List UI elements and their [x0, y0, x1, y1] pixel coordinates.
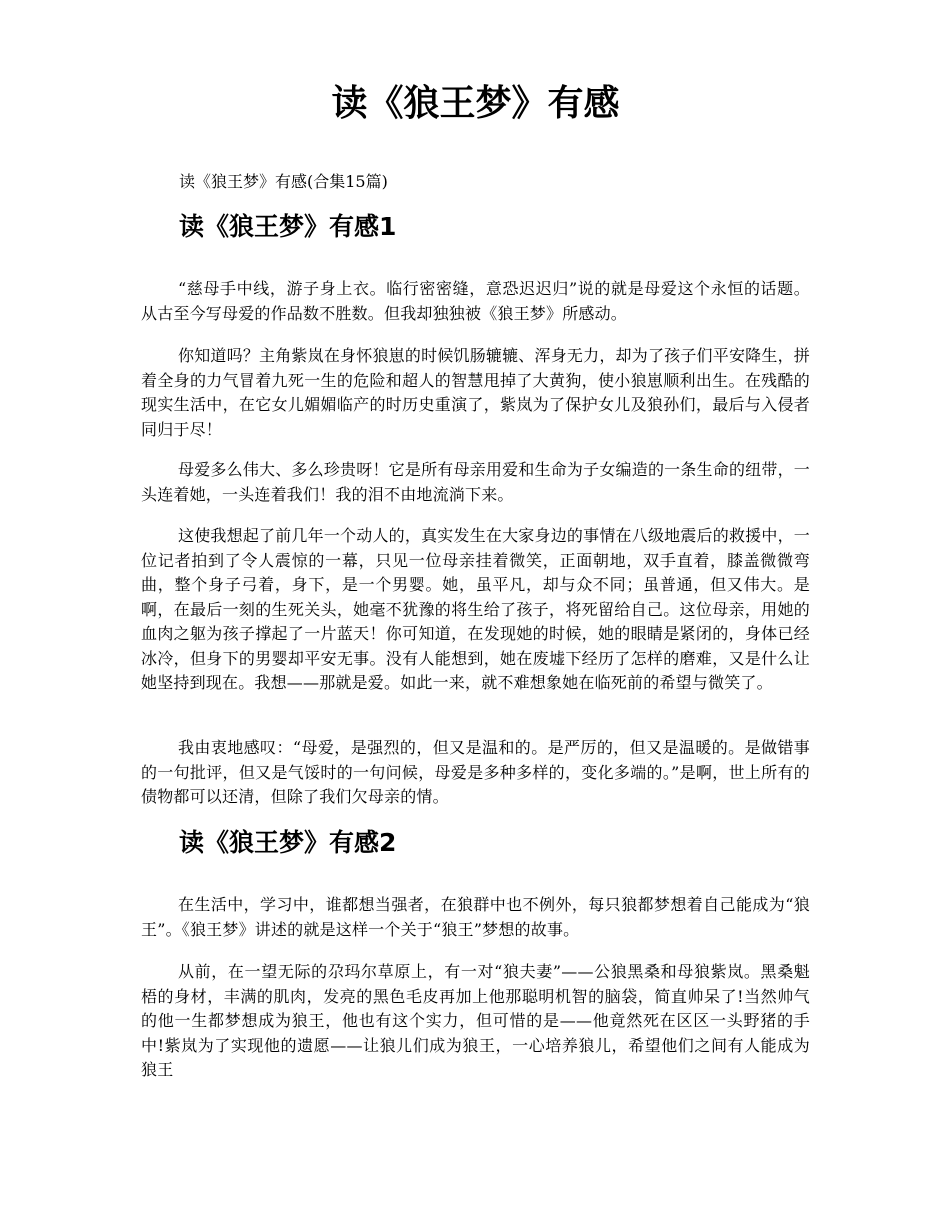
page-title: 读《狼王梦》有感: [331, 83, 620, 124]
paragraph: “慈母手中线，游子身上衣。临行密密缝，意恐迟迟归”说的就是母爱这个永恒的话题。从古至今写母爱的作品数不胜数。但我却独独被《狼王梦》所感动。: [141, 279, 810, 323]
collection-subtitle: 读《狼王梦》有感(合集15篇): [179, 172, 388, 191]
paragraph: 你知道吗？主角紫岚在身怀狼崽的时候饥肠辘辘、浑身无力，却为了孩子们平安降生，拼着全身的力气冒着九死一生的危险和超人的智慧甩掉了大黄狗，使小狼崽顺利出生。在残酷的现实生活中，在它女儿媚媚临产的时历史重演了，紫岚为了保护女儿及狼孙们，最后与入侵者同归于尽！: [141, 346, 810, 439]
paragraph: 母爱多么伟大、多么珍贵呀！它是所有母亲用爱和生命为子女编造的一条生命的纽带，一头连着她，一头连着我们！我的泪不由地流淌下来。: [141, 460, 810, 504]
paragraph: 这使我想起了前几年一个动人的，真实发生在大家身边的事情在八级地震后的救援中，一位记者拍到了令人震惊的一幕，只见一位母亲挂着微笑，正面朝地，双手直着，膝盖微微弯曲，整个身子弓着，身下，是一个男婴。她，虽平凡，却与众不同；虽普通，但又伟大。是啊，在最后一刻的生死关头，她毫不犹豫的将生给了孩子，将死留给自己。这位母亲，用她的血肉之躯为孩子撑起了一片蓝天！你可知道，在发现她的时候，她的眼睛是紧闭的，身体已经冰冷，但身下的男婴却平安无事。没有人能想到，她在废墟下经历了怎样的磨难，又是什么让她坚持到现在。我想——那就是爱。如此一来，就不难想象她在临死前的希望与微笑了。: [141, 526, 810, 692]
section-heading-1: 读《狼王梦》有感1: [179, 212, 397, 241]
paragraph: 在生活中，学习中，谁都想当强者，在狼群中也不例外，每只狼都梦想着自己能成为“狼王”。《狼王梦》讲述的就是这样一个关于“狼王”梦想的故事。: [141, 895, 810, 939]
section-heading-2: 读《狼王梦》有感2: [179, 828, 397, 857]
paragraph: 从前，在一望无际的尕玛尔草原上，有一对“狼夫妻”——公狼黑桑和母狼紫岚。黑桑魁梧的身材，丰满的肌肉，发亮的黑色毛皮再加上他那聪明机智的脑袋，简直帅呆了!当然帅气的他一生都梦想成为狼王，他也有这个实力，但可惜的是——他竟然死在区区一头野猪的手中!紫岚为了实现他的遗愿——让狼儿们成为狼王，一心培养狼儿，希望他们之间有人能成为狼王: [141, 962, 810, 1079]
paragraph: 我由衷地感叹：“母爱，是强烈的，但又是温和的。是严厉的，但又是温暖的。是做错事的一句批评，但又是气馁时的一句问候，母爱是多种多样的，变化多端的。”是啊，世上所有的债物都可以还清，但除了我们欠母亲的情。: [141, 738, 810, 806]
